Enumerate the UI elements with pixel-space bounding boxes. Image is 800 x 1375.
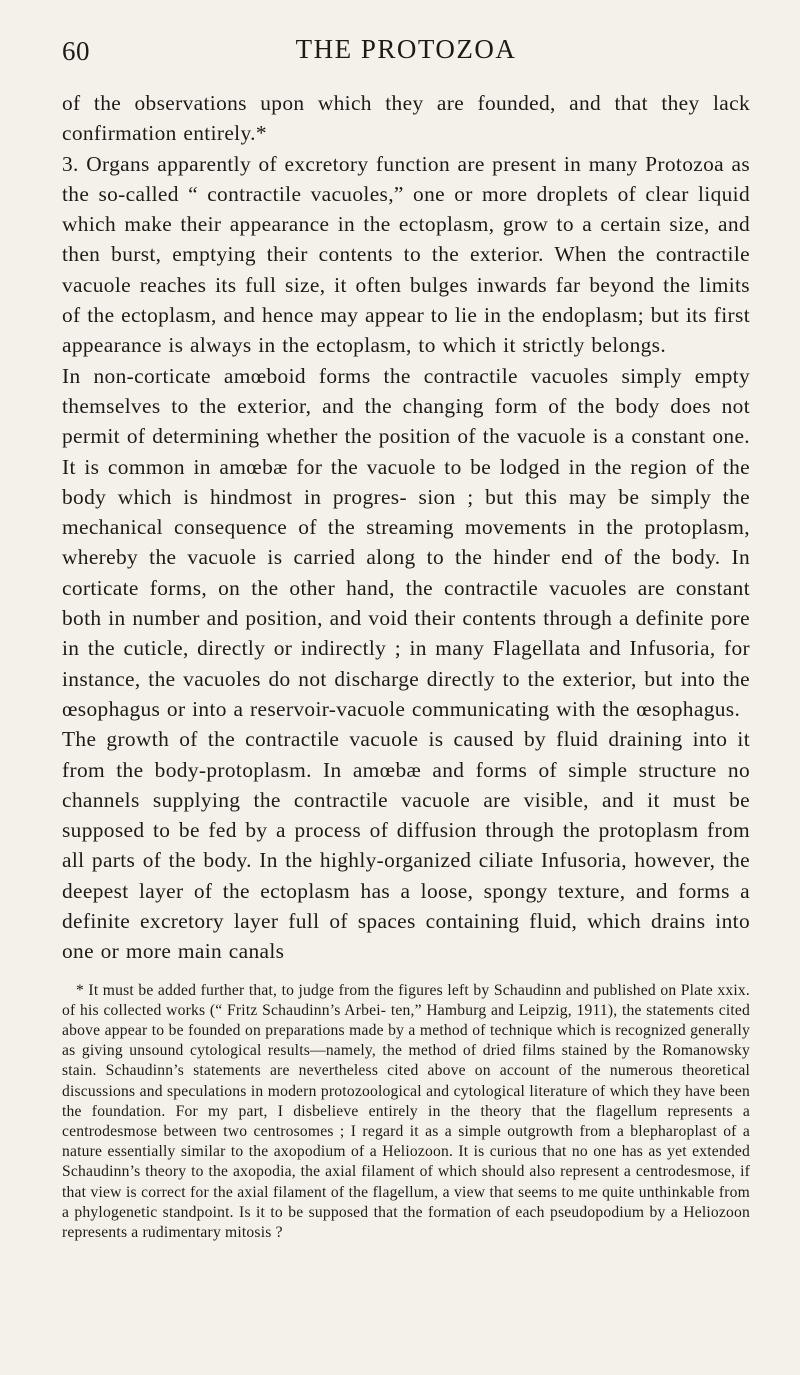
footnote (62, 981, 750, 1244)
paragraph-contractile-vacuoles: 3. Organs apparently of excretory function are present in many Protozoa as the so-called “ contractile vacuoles,” one or more droplets of clear liquid which make their appearance in the ectoplasm, grow to a certain size, and then burst, emptying their contents to the exterior. When the contractile vacuole reaches its full size, it often bulges inwards far beyond the limits of the ectoplasm, and hence may appear to lie in the endoplasm; but its first appearance is always in the ectoplasm, to which it strictly belongs. (62, 151, 750, 358)
page-number: 60 (62, 36, 90, 66)
running-title: THE PROTOZOA (295, 34, 517, 64)
paragraph-vacuole-growth: The growth of the contractile vacuole is caused by fluid draining into it from the body-protoplasm. In amœbæ and forms of simple structure no channels supplying the contractile vacuole are visible, and it must be supposed to be fed by a process of diffusion through the protoplasm from all parts of the body. In the highly-organized ciliate Infusoria, however, the deepest layer of the ectoplasm has a loose, spongy texture, and forms a definite excretory layer full of spaces containing fluid, which drains into one or more main canals (62, 727, 750, 964)
running-head (62, 0, 750, 86)
body-text (62, 88, 750, 967)
paragraph-non-corticate-forms: In non-corticate amœboid forms the contractile vacuoles simply empty themselves to the exterior, and the changing form of the body does not permit of determining whether the position of the vacuole is a constant one. It is common in amœbæ for the vacuole to be lodged in the region of the body which is hindmost in progres- sion ; but this may be simply the mechanical consequence of the streaming movements in the protoplasm, whereby the vacuole is carried along to the hinder end of the body. In corticate forms, on the other hand, the contractile vacuoles are constant both in number and position, and void their contents through a definite pore in the cuticle, directly or indirectly ; in many Flagellata and Infusoria, for instance, the vacuoles do not discharge directly to the exterior, but into the œsophagus or into a reservoir-vacuole communicating with the œsophagus. (62, 363, 750, 721)
paragraph-continuation: of the observations upon which they are founded, and that they lack confirmation entirely.* (62, 91, 750, 146)
footnote-text: * It must be added further that, to judge from the figures left by Schaudinn and published on Plate xxix. of his collected works (“ Fritz Schaudinn’s Arbei- ten,” Hamburg and Leipzig, 1911), the statements cited above appear to be founded on preparations made by a method of technique which is recognized generally as giving unsound cytological results—namely, the method of dried films stained by the Romanowsky stain. Schaudinn’s statements are nevertheless cited above on account of the numerous theoretical discussions and speculations in modern protozoological and cytological literature of which they have been the foundation. For my part, I disbelieve entirely in the theory that the flagellum represents a centrodesmose between two centrosomes ; I regard it as a simple outgrowth from a blepharoplast of a nature essentially similar to the axopodium of a Heliozoon. It is curious that no one has as yet extended Schaudinn’s theory to the axopodia, the axial filament of which should also represent a centrodesmose, if that view is correct for the axial filament of the flagellum, a view that seems to me quite unthinkable from a phylogenetic standpoint. Is it to be supposed that the formation of each pseudopodium by a Heliozoon represents a rudimentary mitosis ? (62, 981, 750, 1242)
